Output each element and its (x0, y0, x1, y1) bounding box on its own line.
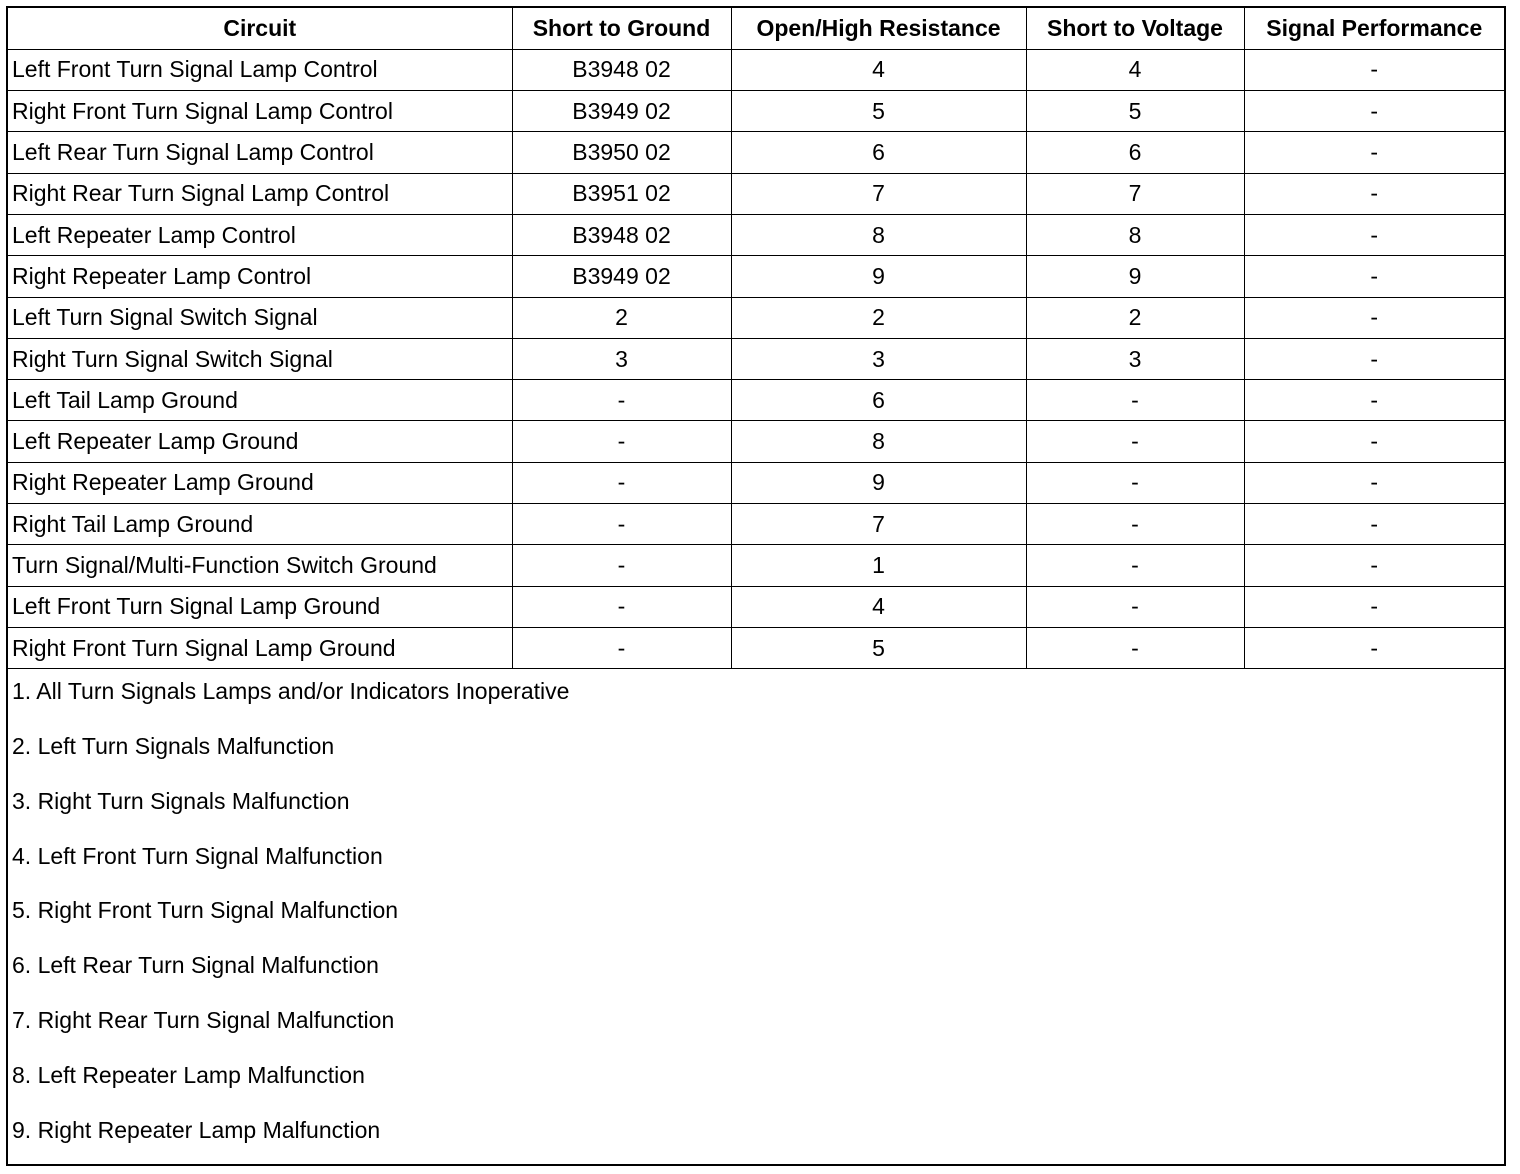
cell-open-high-resistance: 1 (731, 545, 1026, 586)
notes-list (8, 669, 1504, 1162)
cell-circuit: Right Repeater Lamp Ground (8, 462, 512, 503)
cell-short-to-voltage: 5 (1026, 91, 1244, 132)
cell-signal-performance: - (1244, 297, 1504, 338)
cell-short-to-ground: B3948 02 (512, 49, 731, 90)
cell-open-high-resistance: 8 (731, 421, 1026, 462)
cell-circuit: Turn Signal/Multi-Function Switch Ground (8, 545, 512, 586)
cell-short-to-ground: - (512, 545, 731, 586)
cell-circuit: Left Rear Turn Signal Lamp Control (8, 132, 512, 173)
table-header-row (8, 8, 1504, 49)
note-item: 4. Left Front Turn Signal Malfunction (12, 842, 383, 869)
note-item: 5. Right Front Turn Signal Malfunction (12, 897, 399, 924)
cell-signal-performance: - (1244, 545, 1504, 586)
table-row (8, 586, 1504, 627)
table-row (8, 504, 1504, 545)
cell-signal-performance: - (1244, 504, 1504, 545)
cell-open-high-resistance: 4 (731, 586, 1026, 627)
cell-signal-performance: - (1244, 91, 1504, 132)
cell-short-to-voltage: 2 (1026, 297, 1244, 338)
note-item: 8. Left Repeater Lamp Malfunction (12, 1061, 365, 1088)
column-header-short-to-voltage: Short to Voltage (1026, 8, 1244, 49)
cell-circuit: Right Tail Lamp Ground (8, 504, 512, 545)
note-item: 6. Left Rear Turn Signal Malfunction (12, 952, 379, 979)
cell-circuit: Left Front Turn Signal Lamp Ground (8, 586, 512, 627)
cell-circuit: Right Front Turn Signal Lamp Ground (8, 627, 512, 668)
cell-signal-performance: - (1244, 173, 1504, 214)
table-row (8, 256, 1504, 297)
cell-circuit: Left Repeater Lamp Ground (8, 421, 512, 462)
cell-circuit: Right Turn Signal Switch Signal (8, 338, 512, 379)
cell-short-to-ground: - (512, 421, 731, 462)
table-row (8, 545, 1504, 586)
table-row (8, 214, 1504, 255)
cell-signal-performance: - (1244, 132, 1504, 173)
table-row (8, 462, 1504, 503)
cell-open-high-resistance: 3 (731, 338, 1026, 379)
cell-signal-performance: - (1244, 380, 1504, 421)
note-item: 7. Right Rear Turn Signal Malfunction (12, 1007, 395, 1034)
table-body (8, 49, 1504, 668)
cell-short-to-ground: 3 (512, 338, 731, 379)
cell-short-to-voltage: 4 (1026, 49, 1244, 90)
cell-open-high-resistance: 9 (731, 462, 1026, 503)
cell-short-to-ground: B3950 02 (512, 132, 731, 173)
cell-short-to-voltage: 8 (1026, 214, 1244, 255)
cell-signal-performance: - (1244, 462, 1504, 503)
cell-circuit: Right Front Turn Signal Lamp Control (8, 91, 512, 132)
cell-signal-performance: - (1244, 214, 1504, 255)
cell-short-to-ground: - (512, 462, 731, 503)
cell-circuit: Right Repeater Lamp Control (8, 256, 512, 297)
table-row (8, 297, 1504, 338)
circuit-diagnostic-table (8, 8, 1504, 669)
note-item: 1. All Turn Signals Lamps and/or Indicators Inoperative (12, 678, 570, 705)
cell-open-high-resistance: 5 (731, 91, 1026, 132)
table-row (8, 338, 1504, 379)
cell-open-high-resistance: 9 (731, 256, 1026, 297)
cell-short-to-ground: B3948 02 (512, 214, 731, 255)
cell-short-to-voltage: - (1026, 586, 1244, 627)
cell-open-high-resistance: 4 (731, 49, 1026, 90)
cell-circuit: Right Rear Turn Signal Lamp Control (8, 173, 512, 214)
cell-open-high-resistance: 2 (731, 297, 1026, 338)
cell-circuit: Left Tail Lamp Ground (8, 380, 512, 421)
column-header-short-to-ground: Short to Ground (512, 8, 731, 49)
table-row (8, 627, 1504, 668)
cell-signal-performance: - (1244, 256, 1504, 297)
table-row (8, 421, 1504, 462)
cell-circuit: Left Front Turn Signal Lamp Control (8, 49, 512, 90)
table-row (8, 91, 1504, 132)
cell-short-to-ground: 2 (512, 297, 731, 338)
table-row (8, 132, 1504, 173)
note-item: 3. Right Turn Signals Malfunction (12, 787, 350, 814)
table-row (8, 173, 1504, 214)
cell-signal-performance: - (1244, 586, 1504, 627)
cell-short-to-voltage: 7 (1026, 173, 1244, 214)
cell-signal-performance: - (1244, 338, 1504, 379)
cell-open-high-resistance: 7 (731, 504, 1026, 545)
cell-short-to-ground: B3949 02 (512, 91, 731, 132)
column-header-open-high-resistance: Open/High Resistance (731, 8, 1026, 49)
cell-short-to-voltage: - (1026, 462, 1244, 503)
cell-open-high-resistance: 6 (731, 380, 1026, 421)
table-row (8, 49, 1504, 90)
cell-circuit: Left Turn Signal Switch Signal (8, 297, 512, 338)
cell-open-high-resistance: 8 (731, 214, 1026, 255)
cell-short-to-ground: B3951 02 (512, 173, 731, 214)
cell-short-to-voltage: - (1026, 504, 1244, 545)
cell-short-to-voltage: - (1026, 545, 1244, 586)
cell-signal-performance: - (1244, 49, 1504, 90)
cell-short-to-ground: B3949 02 (512, 256, 731, 297)
cell-short-to-voltage: - (1026, 380, 1244, 421)
note-item: 2. Left Turn Signals Malfunction (12, 733, 335, 760)
cell-short-to-voltage: 3 (1026, 338, 1244, 379)
column-header-circuit: Circuit (8, 8, 512, 49)
cell-short-to-ground: - (512, 380, 731, 421)
note-item: 9. Right Repeater Lamp Malfunction (12, 1116, 381, 1143)
cell-short-to-ground: - (512, 627, 731, 668)
table-row (8, 380, 1504, 421)
cell-open-high-resistance: 6 (731, 132, 1026, 173)
cell-signal-performance: - (1244, 627, 1504, 668)
cell-short-to-voltage: - (1026, 421, 1244, 462)
cell-signal-performance: - (1244, 421, 1504, 462)
cell-short-to-voltage: 6 (1026, 132, 1244, 173)
cell-short-to-voltage: - (1026, 627, 1244, 668)
cell-short-to-ground: - (512, 586, 731, 627)
column-header-signal-performance: Signal Performance (1244, 8, 1504, 49)
cell-open-high-resistance: 5 (731, 627, 1026, 668)
cell-circuit: Left Repeater Lamp Control (8, 214, 512, 255)
cell-open-high-resistance: 7 (731, 173, 1026, 214)
diagnostic-document (6, 6, 1506, 1166)
cell-short-to-ground: - (512, 504, 731, 545)
cell-short-to-voltage: 9 (1026, 256, 1244, 297)
